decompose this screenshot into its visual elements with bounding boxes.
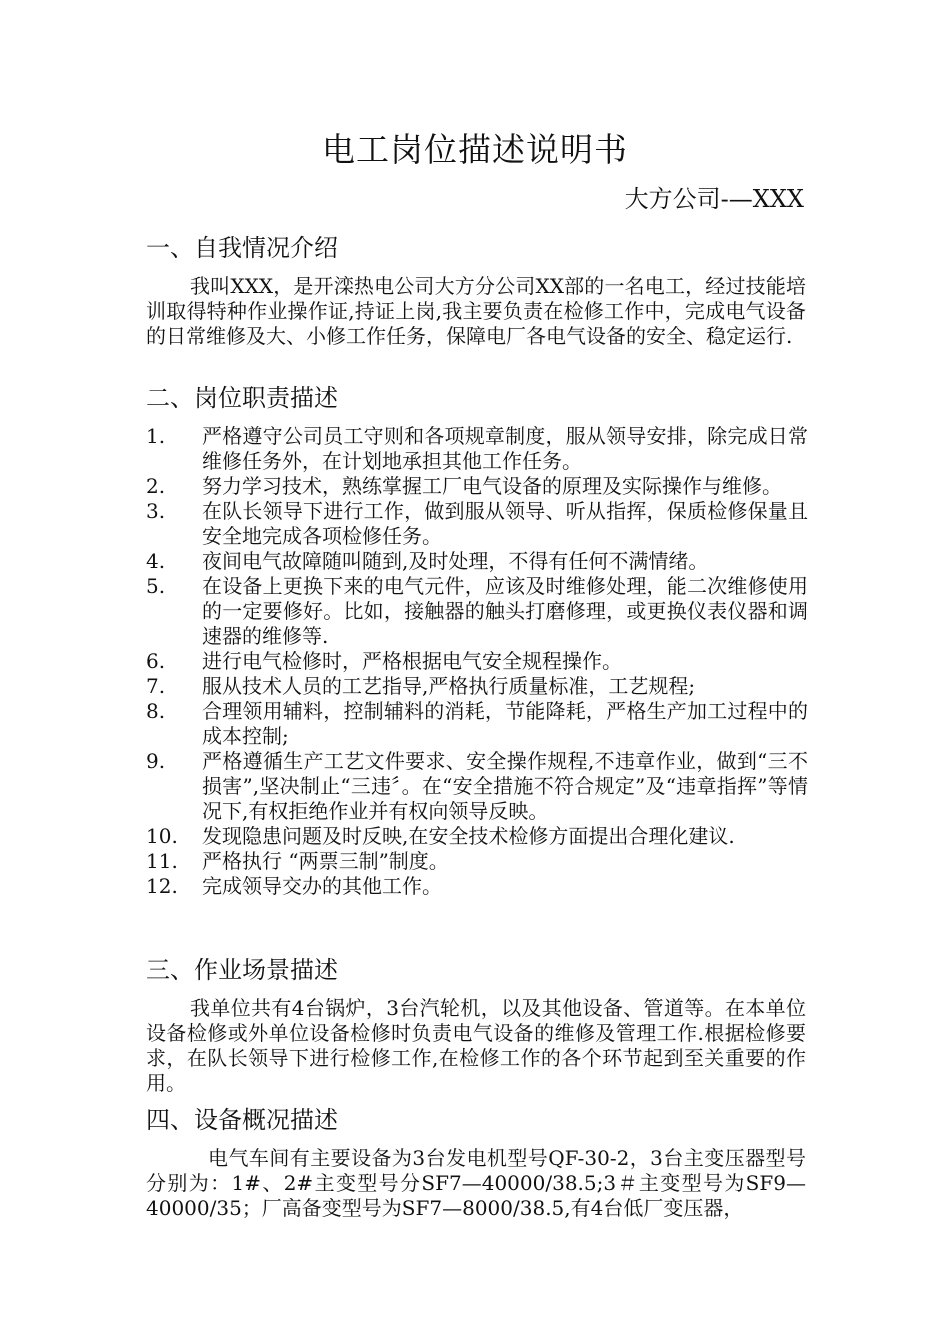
list-item bbox=[146, 474, 808, 499]
list-item-number: 4. bbox=[146, 549, 166, 573]
list-item-number: 6. bbox=[146, 649, 166, 673]
list-item-number: 3. bbox=[146, 499, 166, 523]
list-item bbox=[146, 749, 808, 824]
section-heading-equipment: 四、设备概况描述 bbox=[146, 1106, 338, 1134]
list-item-text: 在设备上更换下来的电气元件，应该及时维修处理，能二次维修使用的一定要修好。比如，接触器的触头打磨修理，或更换仪表仪器和调速器的维修等. bbox=[202, 574, 808, 648]
list-item-number: 2. bbox=[146, 474, 166, 498]
list-item bbox=[146, 649, 808, 674]
list-item-text: 夜间电气故障随叫随到,及时处理，不得有任何不满情绪。 bbox=[202, 549, 709, 573]
list-item bbox=[146, 574, 808, 649]
list-item-number: 12. bbox=[146, 874, 178, 898]
section-heading-self-intro: 一、自我情况介绍 bbox=[146, 234, 338, 262]
list-item-number: 5. bbox=[146, 574, 166, 598]
list-item-text: 严格执行 “两票三制”制度。 bbox=[202, 849, 449, 873]
section-heading-duties: 二、岗位职责描述 bbox=[146, 384, 338, 412]
list-item bbox=[146, 699, 808, 749]
list-item bbox=[146, 549, 808, 574]
list-item-text: 严格遵循生产工艺文件要求、安全操作规程,不违章作业，做到“三不损害”,坚决制止“三违〞。在“安全措施不符合规定”及“违章指挥”等情况下,有权拒绝作业并有权向领导反映。 bbox=[202, 749, 808, 823]
duties-list bbox=[146, 424, 808, 899]
list-item-number: 9. bbox=[146, 749, 166, 773]
list-item-number: 1. bbox=[146, 424, 166, 448]
list-item bbox=[146, 874, 808, 899]
list-item-text: 努力学习技术，熟练掌握工厂电气设备的原理及实际操作与维修。 bbox=[202, 474, 782, 498]
list-item-text: 合理领用辅料，控制辅料的消耗，节能降耗，严格生产加工过程中的成本控制; bbox=[202, 699, 808, 748]
list-item-text: 在队长领导下进行工作，做到服从领导、听从指挥，保质检修保量且安全地完成各项检修任务。 bbox=[202, 499, 808, 548]
list-item bbox=[146, 824, 808, 849]
document-title: 电工岗位描述说明书 bbox=[322, 130, 628, 169]
list-item-text: 严格遵守公司员工守则和各项规章制度，服从领导安排，除完成日常维修任务外，在计划地承担其他工作任务。 bbox=[202, 424, 808, 473]
section-body-work-scene: 我单位共有4台锅炉，3台汽轮机，以及其他设备、管道等。在本单位设备检修或外单位设备检修时负责电气设备的维修及管理工作.根据检修要求，在队长领导下进行检修工作,在检修工作的各个环节起到至关重要的作用。 bbox=[146, 996, 806, 1095]
list-item-text: 发现隐患问题及时反映,在安全技术检修方面提出合理化建议. bbox=[202, 824, 735, 848]
list-item-text: 完成领导交办的其他工作。 bbox=[202, 874, 442, 898]
list-item-number: 10. bbox=[146, 824, 178, 848]
list-item-text: 服从技术人员的工艺指导,严格执行质量标准，工艺规程; bbox=[202, 674, 696, 698]
list-item bbox=[146, 499, 808, 549]
list-item bbox=[146, 674, 808, 699]
list-item-number: 7. bbox=[146, 674, 166, 698]
section-body-equipment: 电气车间有主要设备为3台发电机型号QF-30-2，3台主变压器型号分别为：1#、2#主变型号分SF7—40000/38.5;3＃主变型号为SF9—40000/35；厂高备变型号为SF7—8000/38.5,有4台低厂变压器， bbox=[146, 1146, 806, 1220]
document-byline: 大方公司-—XXX bbox=[624, 185, 804, 213]
list-item bbox=[146, 849, 808, 874]
list-item bbox=[146, 424, 808, 474]
section-body-self-intro: 我叫XXX，是开滦热电公司大方分公司XX部的一名电工，经过技能培训取得特种作业操作证,持证上岗,我主要负责在检修工作中，完成电气设备的日常维修及大、小修工作任务，保障电厂各电气设备的安全、稳定运行. bbox=[146, 274, 806, 348]
list-item-text: 进行电气检修时，严格根据电气安全规程操作。 bbox=[202, 649, 622, 673]
list-item-number: 8. bbox=[146, 699, 166, 723]
list-item-number: 11. bbox=[146, 849, 178, 873]
section-heading-work-scene: 三、作业场景描述 bbox=[146, 956, 338, 984]
